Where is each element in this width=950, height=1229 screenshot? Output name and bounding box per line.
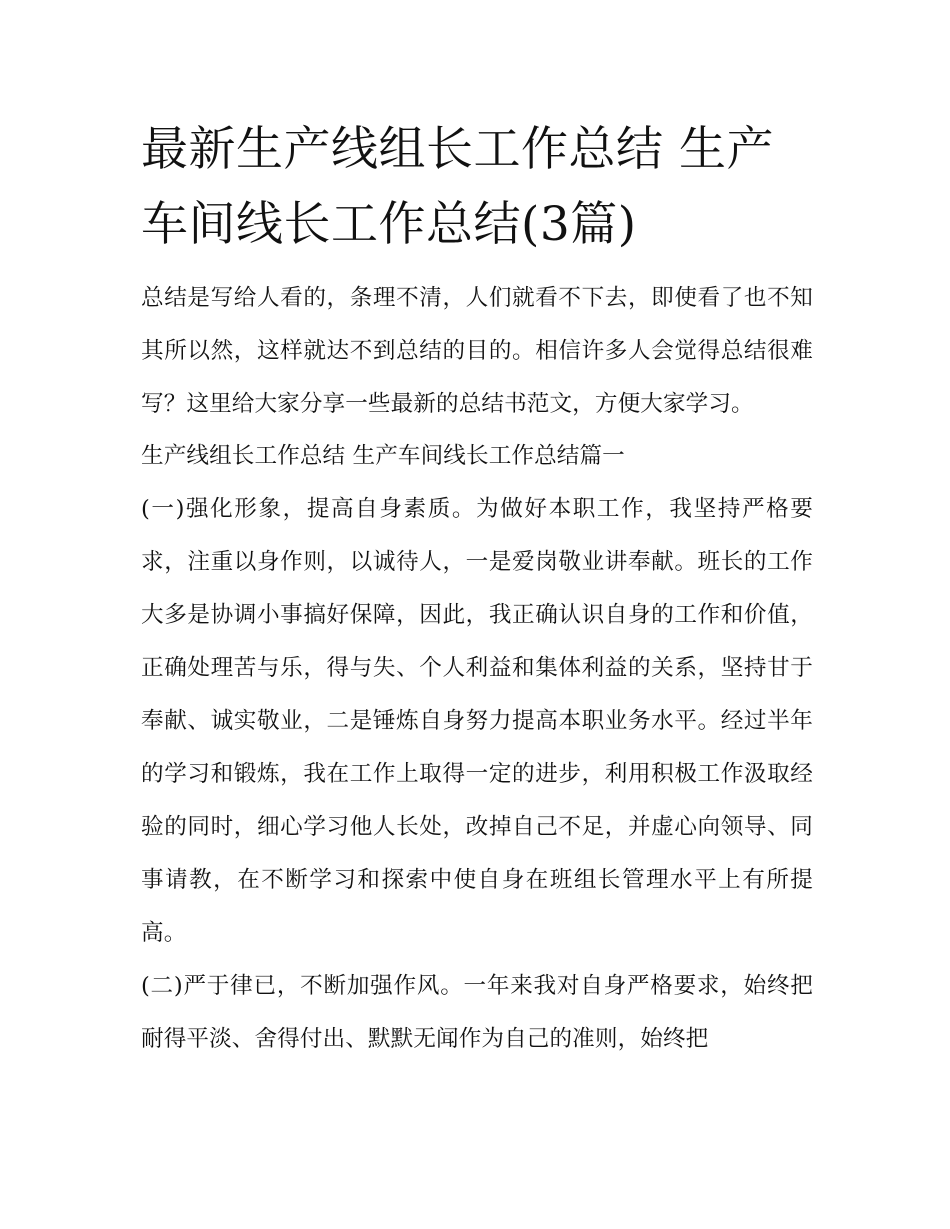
document-title: 最新生产线组长工作总结 生产车间线长工作总结(3篇) (141, 122, 774, 252)
document-body (141, 112, 813, 1066)
body-paragraph-1: (一)强化形象，提高自身素质。为做好本职工作，我坚持严格要求，注重以身作则，以诚待人，一是爱岗敬业讲奉献。班长的工作大多是协调小事搞好保障，因此，我正确认识自身的工作和价值，正确处理苦与乐，得与失、个人利益和集体利益的关系，坚持甘于奉献、诚实敬业，二是锤炼自身努力提高本职业务水平。经过半年的学习和锻炼，我在工作上取得一定的进步，利用积极工作汲取经验的同时，细心学习他人长处，改掉自己不足，并虚心向领导、同事请教，在不断学习和探索中使自身在班组长管理水平上有所提高。 (141, 496, 813, 946)
body-paragraph-2: (二)严于律已，不断加强作风。一年来我对自身严格要求，始终把耐得平淡、舍得付出、默默无闻作为自己的准则，始终把 (141, 973, 813, 1052)
intro-paragraph: 总结是写给人看的，条理不清，人们就看不下去，即使看了也不知其所以然，这样就达不到总结的目的。相信许多人会觉得总结很难写？这里给大家分享一些最新的总结书范文，方便大家学习。 (141, 285, 813, 417)
section-heading: 生产线组长工作总结 生产车间线长工作总结篇一 (141, 443, 625, 469)
